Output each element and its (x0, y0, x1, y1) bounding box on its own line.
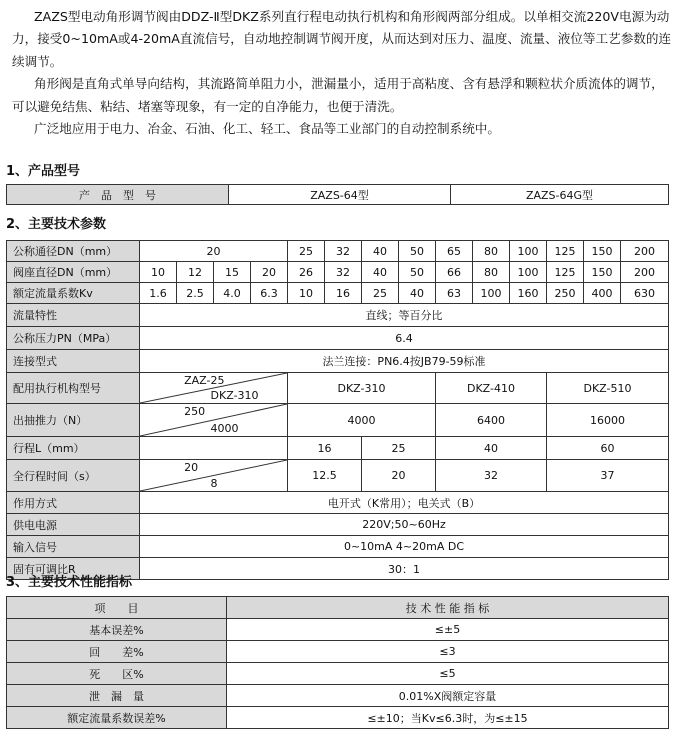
item-header: 项 目 (7, 597, 227, 619)
dn-cell: 65 (436, 241, 473, 262)
intro-paragraph-1: ZAZS型电动角形调节阀由DDZ-Ⅱ型DKZ系列直行程电动执行机构和角形阀两部分组成。以单相交流220V电源为动力，接受0~10mA或4-20mA直流信号，自动地控制调节阀开度，从而达到对压力、温度、流量、液位等工艺参数的连续调节。 (12, 9, 672, 69)
dn-label: 公称通径DN（mm） (7, 241, 140, 262)
intro-paragraph-3: 广泛地应用于电力、冶金、石油、化工、轻工、食品等工业部门的自动控制系统中。 (34, 121, 500, 137)
seat-cell: 100 (510, 262, 547, 283)
dn-cell: 32 (325, 241, 362, 262)
item-cell: 额定流量系数误差% (7, 707, 227, 729)
model-cell: ZAZS-64G型 (451, 185, 669, 205)
kv-cell: 100 (473, 283, 510, 304)
seat-cell: 125 (547, 262, 584, 283)
indicator-cell: ≤3 (227, 641, 669, 663)
kv-cell: 160 (510, 283, 547, 304)
actuator-cell: DKZ-310 (288, 373, 436, 404)
table-row (7, 707, 669, 729)
seat-cell: 12 (177, 262, 214, 283)
table-row (7, 685, 669, 707)
dn-cell: 40 (362, 241, 399, 262)
table-row (7, 437, 669, 460)
kv-cell: 6.3 (251, 283, 288, 304)
kv-cell: 40 (399, 283, 436, 304)
item-cell: 回 差% (7, 641, 227, 663)
technical-parameters-table (6, 240, 669, 580)
seat-cell: 200 (621, 262, 669, 283)
table-row (7, 619, 669, 641)
intro-text (12, 6, 672, 140)
seat-cell: 80 (473, 262, 510, 283)
action-value: 电开式（K常用）；电关式（B） (140, 492, 669, 514)
kv-cell: 400 (584, 283, 621, 304)
time-cell: 32 (436, 460, 547, 492)
model-cell: ZAZS-64型 (229, 185, 451, 205)
table-row (7, 283, 669, 304)
pressure-value: 6.4 (140, 327, 669, 350)
ratio-value: 30：1 (140, 558, 669, 580)
actuator-label: 配用执行机构型号 (7, 373, 140, 404)
time-diagonal-cell (140, 460, 288, 492)
dn-cell: 20 (140, 241, 288, 262)
actuator-cell: DKZ-510 (547, 373, 669, 404)
table-row (7, 373, 669, 404)
action-label: 作用方式 (7, 492, 140, 514)
intro-paragraph-2: 角形阀是直角式单导向结构，其流路简单阻力小，泄漏量小，适用于高粘度、含有悬浮和颗粒状介质流体的调节，可以避免结焦、粘结、堵塞等现象，有一定的自净能力，也便于清洗。 (12, 76, 664, 114)
stroke-cell: 16 (288, 437, 362, 460)
seat-cell: 32 (325, 262, 362, 283)
time-cell: 20 (362, 460, 436, 492)
flow-value: 直线；等百分比 (140, 304, 669, 327)
indicator-cell: ≤5 (227, 663, 669, 685)
table-row (7, 404, 669, 437)
pressure-label: 公称压力PN（MPa） (7, 327, 140, 350)
thrust-diag-bottom: 4000 (210, 422, 239, 435)
actuator-diag-bottom: DKZ-310 (210, 389, 259, 402)
indicator-cell: ≤±10；当Kv≤6.3时，为≤±15 (227, 707, 669, 729)
dn-cell: 200 (621, 241, 669, 262)
thrust-cell: 4000 (288, 404, 436, 437)
kv-cell: 63 (436, 283, 473, 304)
dn-cell: 50 (399, 241, 436, 262)
kv-cell: 250 (547, 283, 584, 304)
item-cell: 泄 漏 量 (7, 685, 227, 707)
thrust-diagonal-cell (140, 404, 288, 437)
seat-cell: 40 (362, 262, 399, 283)
actuator-diagonal-cell (140, 373, 288, 404)
table-row (7, 514, 669, 536)
product-model-label: 产 品 型 号 (7, 185, 229, 205)
stroke-cell: 40 (436, 437, 547, 460)
dn-cell: 25 (288, 241, 325, 262)
table-row (7, 185, 669, 205)
indicator-cell: 0.01%X阀额定容量 (227, 685, 669, 707)
table-row (7, 663, 669, 685)
table-row (7, 350, 669, 373)
product-model-table (6, 184, 669, 205)
table-row (7, 304, 669, 327)
table-row (7, 262, 669, 283)
kv-cell: 2.5 (177, 283, 214, 304)
thrust-cell: 16000 (547, 404, 669, 437)
seat-cell: 150 (584, 262, 621, 283)
item-cell: 死 区% (7, 663, 227, 685)
item-cell: 基本误差% (7, 619, 227, 641)
connection-value: 法兰连接：PN6.4按JB79-59标准 (140, 350, 669, 373)
indicator-header: 技 术 性 能 指 标 (227, 597, 669, 619)
power-value: 220V;50~60Hz (140, 514, 669, 536)
stroke-blank-cell (140, 437, 288, 460)
time-label: 全行程时间（s） (7, 460, 140, 492)
connection-label: 连接型式 (7, 350, 140, 373)
kv-cell: 1.6 (140, 283, 177, 304)
seat-cell: 66 (436, 262, 473, 283)
dn-cell: 150 (584, 241, 621, 262)
table-row (7, 536, 669, 558)
thrust-diag-top: 250 (184, 405, 206, 418)
kv-cell: 10 (288, 283, 325, 304)
indicator-cell: ≤±5 (227, 619, 669, 641)
time-cell: 12.5 (288, 460, 362, 492)
performance-indicators-table (6, 596, 669, 729)
flow-label: 流量特性 (7, 304, 140, 327)
power-label: 供电电源 (7, 514, 140, 536)
actuator-diag-top: ZAZ-25 (184, 374, 225, 387)
kv-cell: 25 (362, 283, 399, 304)
section-3-title: 3、主要技术性能指标 (6, 575, 133, 590)
seat-cell: 20 (251, 262, 288, 283)
section-1-title: 1、产品型号 (6, 164, 81, 179)
kv-cell: 16 (325, 283, 362, 304)
dn-cell: 125 (547, 241, 584, 262)
table-row (7, 641, 669, 663)
kv-label: 额定流量系数Kv (7, 283, 140, 304)
seat-cell: 10 (140, 262, 177, 283)
dn-cell: 80 (473, 241, 510, 262)
table-row (7, 492, 669, 514)
table-row (7, 327, 669, 350)
seat-cell: 15 (214, 262, 251, 283)
dn-cell: 100 (510, 241, 547, 262)
seat-cell: 50 (399, 262, 436, 283)
signal-label: 输入信号 (7, 536, 140, 558)
stroke-cell: 60 (547, 437, 669, 460)
stroke-label: 行程L（mm） (7, 437, 140, 460)
thrust-cell: 6400 (436, 404, 547, 437)
time-cell: 37 (547, 460, 669, 492)
thrust-label: 出抽推力（N） (7, 404, 140, 437)
section-2-title: 2、主要技术参数 (6, 217, 107, 232)
table-row (7, 460, 669, 492)
table-row (7, 597, 669, 619)
table-row (7, 241, 669, 262)
ratio-label: 固有可调比R (7, 558, 140, 580)
kv-cell: 4.0 (214, 283, 251, 304)
actuator-cell: DKZ-410 (436, 373, 547, 404)
seat-label: 阀座直径DN（mm） (7, 262, 140, 283)
time-diag-top: 20 (184, 461, 199, 474)
signal-value: 0~10mA 4~20mA DC (140, 536, 669, 558)
time-diag-bottom: 8 (210, 477, 218, 490)
stroke-cell: 25 (362, 437, 436, 460)
kv-cell: 630 (621, 283, 669, 304)
seat-cell: 26 (288, 262, 325, 283)
